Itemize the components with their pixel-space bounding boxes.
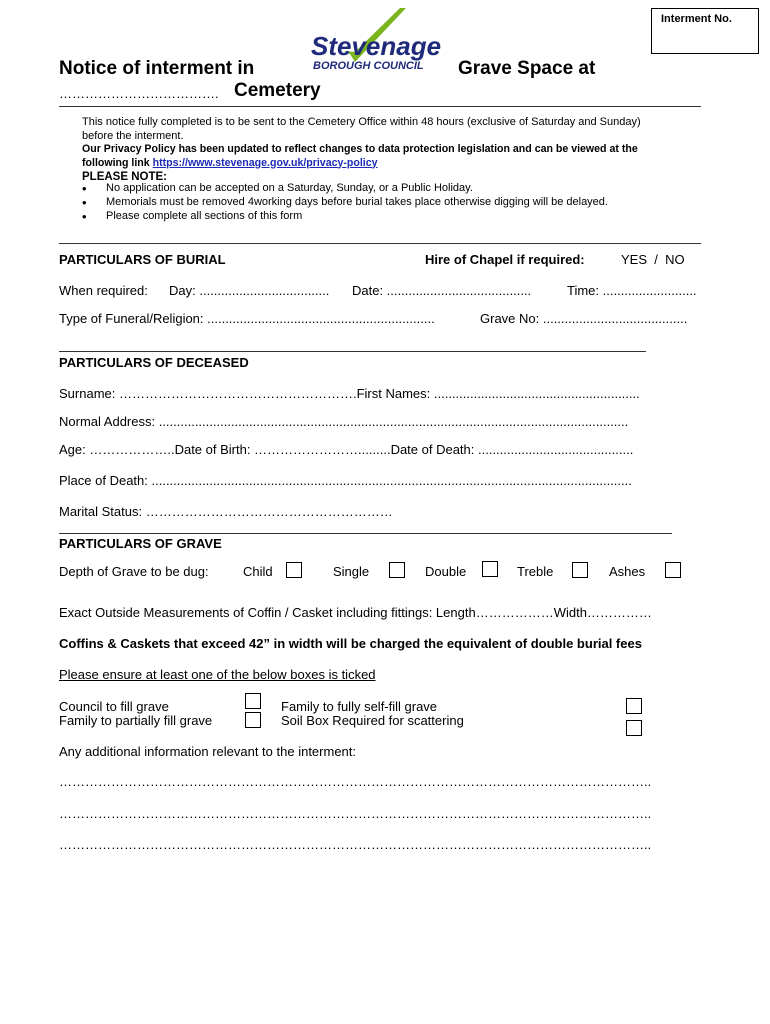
funeral-type-field[interactable]: Type of Funeral/Religion: ............................................................... <box>59 311 435 326</box>
surname-field[interactable]: Surname: ……………………………………………….First Names: ......................................................... <box>59 386 640 401</box>
notice-text <box>82 116 641 184</box>
single-checkbox[interactable] <box>389 562 405 578</box>
address-field[interactable]: Normal Address: .................................................................................................................................. <box>59 414 629 429</box>
please-note-heading: PLEASE NOTE: <box>82 171 167 183</box>
option-treble-label: Treble <box>517 564 554 579</box>
depth-label: Depth of Grave to be dug: <box>59 564 209 579</box>
age-dates-field[interactable]: Age: ………………..Date of Birth: …………………….........Date of Death: ........................................... <box>59 442 634 457</box>
privacy-line-2 <box>82 157 641 171</box>
option-child-label: Child <box>243 564 273 579</box>
soil-box-label: Soil Box Required for scattering <box>281 713 464 728</box>
family-full-label: Family to fully self-fill grave <box>281 699 438 714</box>
divider <box>59 351 646 352</box>
deceased-heading: PARTICULARS OF DECEASED <box>59 355 249 370</box>
interment-no-box[interactable] <box>651 8 759 54</box>
additional-info-label: Any additional information relevant to the interment: <box>59 744 357 759</box>
burial-heading: PARTICULARS OF BURIAL <box>59 252 226 267</box>
list-item: • Please complete all sections of this form <box>60 210 680 224</box>
chapel-options[interactable]: YES / NO <box>621 252 685 267</box>
family-partial-checkbox[interactable] <box>245 712 261 728</box>
time-field[interactable]: Time: .......................... <box>567 283 697 298</box>
day-field[interactable]: Day: .................................... <box>169 283 330 298</box>
list-item: • Memorials must be removed 4working days before burial takes place otherwise digging will be delayed. <box>60 196 680 210</box>
notice-line: before the interment. <box>82 129 184 142</box>
page-title-part2: Grave Space at <box>458 58 596 79</box>
ensure-note: Please ensure at least one of the below boxes is ticked <box>59 667 376 682</box>
soil-box-checkbox[interactable] <box>626 720 642 736</box>
measurements-field[interactable]: Exact Outside Measurements of Coffin / Casket including fittings: Length………………Width…………… <box>59 605 652 620</box>
privacy-policy-link[interactable]: https://www.stevenage.gov.uk/privacy-policy <box>152 156 378 169</box>
grave-no-field[interactable]: Grave No: ........................................ <box>480 311 688 326</box>
treble-checkbox[interactable] <box>572 562 588 578</box>
option-ashes-label: Ashes <box>609 564 646 579</box>
date-field[interactable]: Date: ........................................ <box>352 283 532 298</box>
additional-info-line[interactable]: ……………………………………………………………………………………………………………………….. <box>59 806 652 821</box>
width-warning: Coffins & Caskets that exceed 42” in width will be charged the equivalent of double burial fees <box>59 636 642 651</box>
double-checkbox[interactable] <box>482 561 498 577</box>
place-of-death-field[interactable]: Place of Death: ..................................................................................................................................... <box>59 473 632 488</box>
cemetery-label: Cemetery <box>234 80 321 101</box>
council-logo <box>308 4 452 76</box>
council-fill-label: Council to fill grave <box>59 699 169 714</box>
option-single-label: Single <box>333 564 370 579</box>
additional-info-line[interactable]: ……………………………………………………………………………………………………………………….. <box>59 774 652 789</box>
option-double-label: Double <box>425 564 467 579</box>
divider <box>59 106 701 107</box>
divider <box>59 243 701 244</box>
divider <box>59 533 672 534</box>
logo-subtitle: BOROUGH COUNCIL <box>313 60 424 72</box>
grave-heading: PARTICULARS OF GRAVE <box>59 536 222 551</box>
notes-list <box>60 182 680 224</box>
privacy-prefix: following link <box>82 156 150 169</box>
family-full-checkbox[interactable] <box>626 698 642 714</box>
chapel-label: Hire of Chapel if required: <box>425 252 585 267</box>
privacy-line: Our Privacy Policy has been updated to reflect changes to data protection legislation and can be viewed at the <box>82 143 638 155</box>
marital-status-field[interactable]: Marital Status: ………………………………………………… <box>59 504 393 519</box>
page-title: Notice of interment in <box>59 58 255 79</box>
when-required-label: When required: <box>59 283 148 298</box>
child-checkbox[interactable] <box>286 562 302 578</box>
council-fill-checkbox[interactable] <box>245 693 261 709</box>
list-item: • No application can be accepted on a Saturday, Sunday, or a Public Holiday. <box>60 182 680 196</box>
family-partial-label: Family to partially fill grave <box>59 713 213 728</box>
additional-info-line[interactable]: ……………………………………………………………………………………………………………………….. <box>59 837 652 852</box>
ashes-checkbox[interactable] <box>665 562 681 578</box>
interment-no-label: Interment No. <box>661 13 732 25</box>
logo-name: Stevenage <box>311 31 442 61</box>
notice-line: This notice fully completed is to be sent to the Cemetery Office within 48 hours (exclusive of Saturday and Sunday) <box>82 116 641 128</box>
cemetery-name-field[interactable]: ………………………………. <box>59 86 219 101</box>
